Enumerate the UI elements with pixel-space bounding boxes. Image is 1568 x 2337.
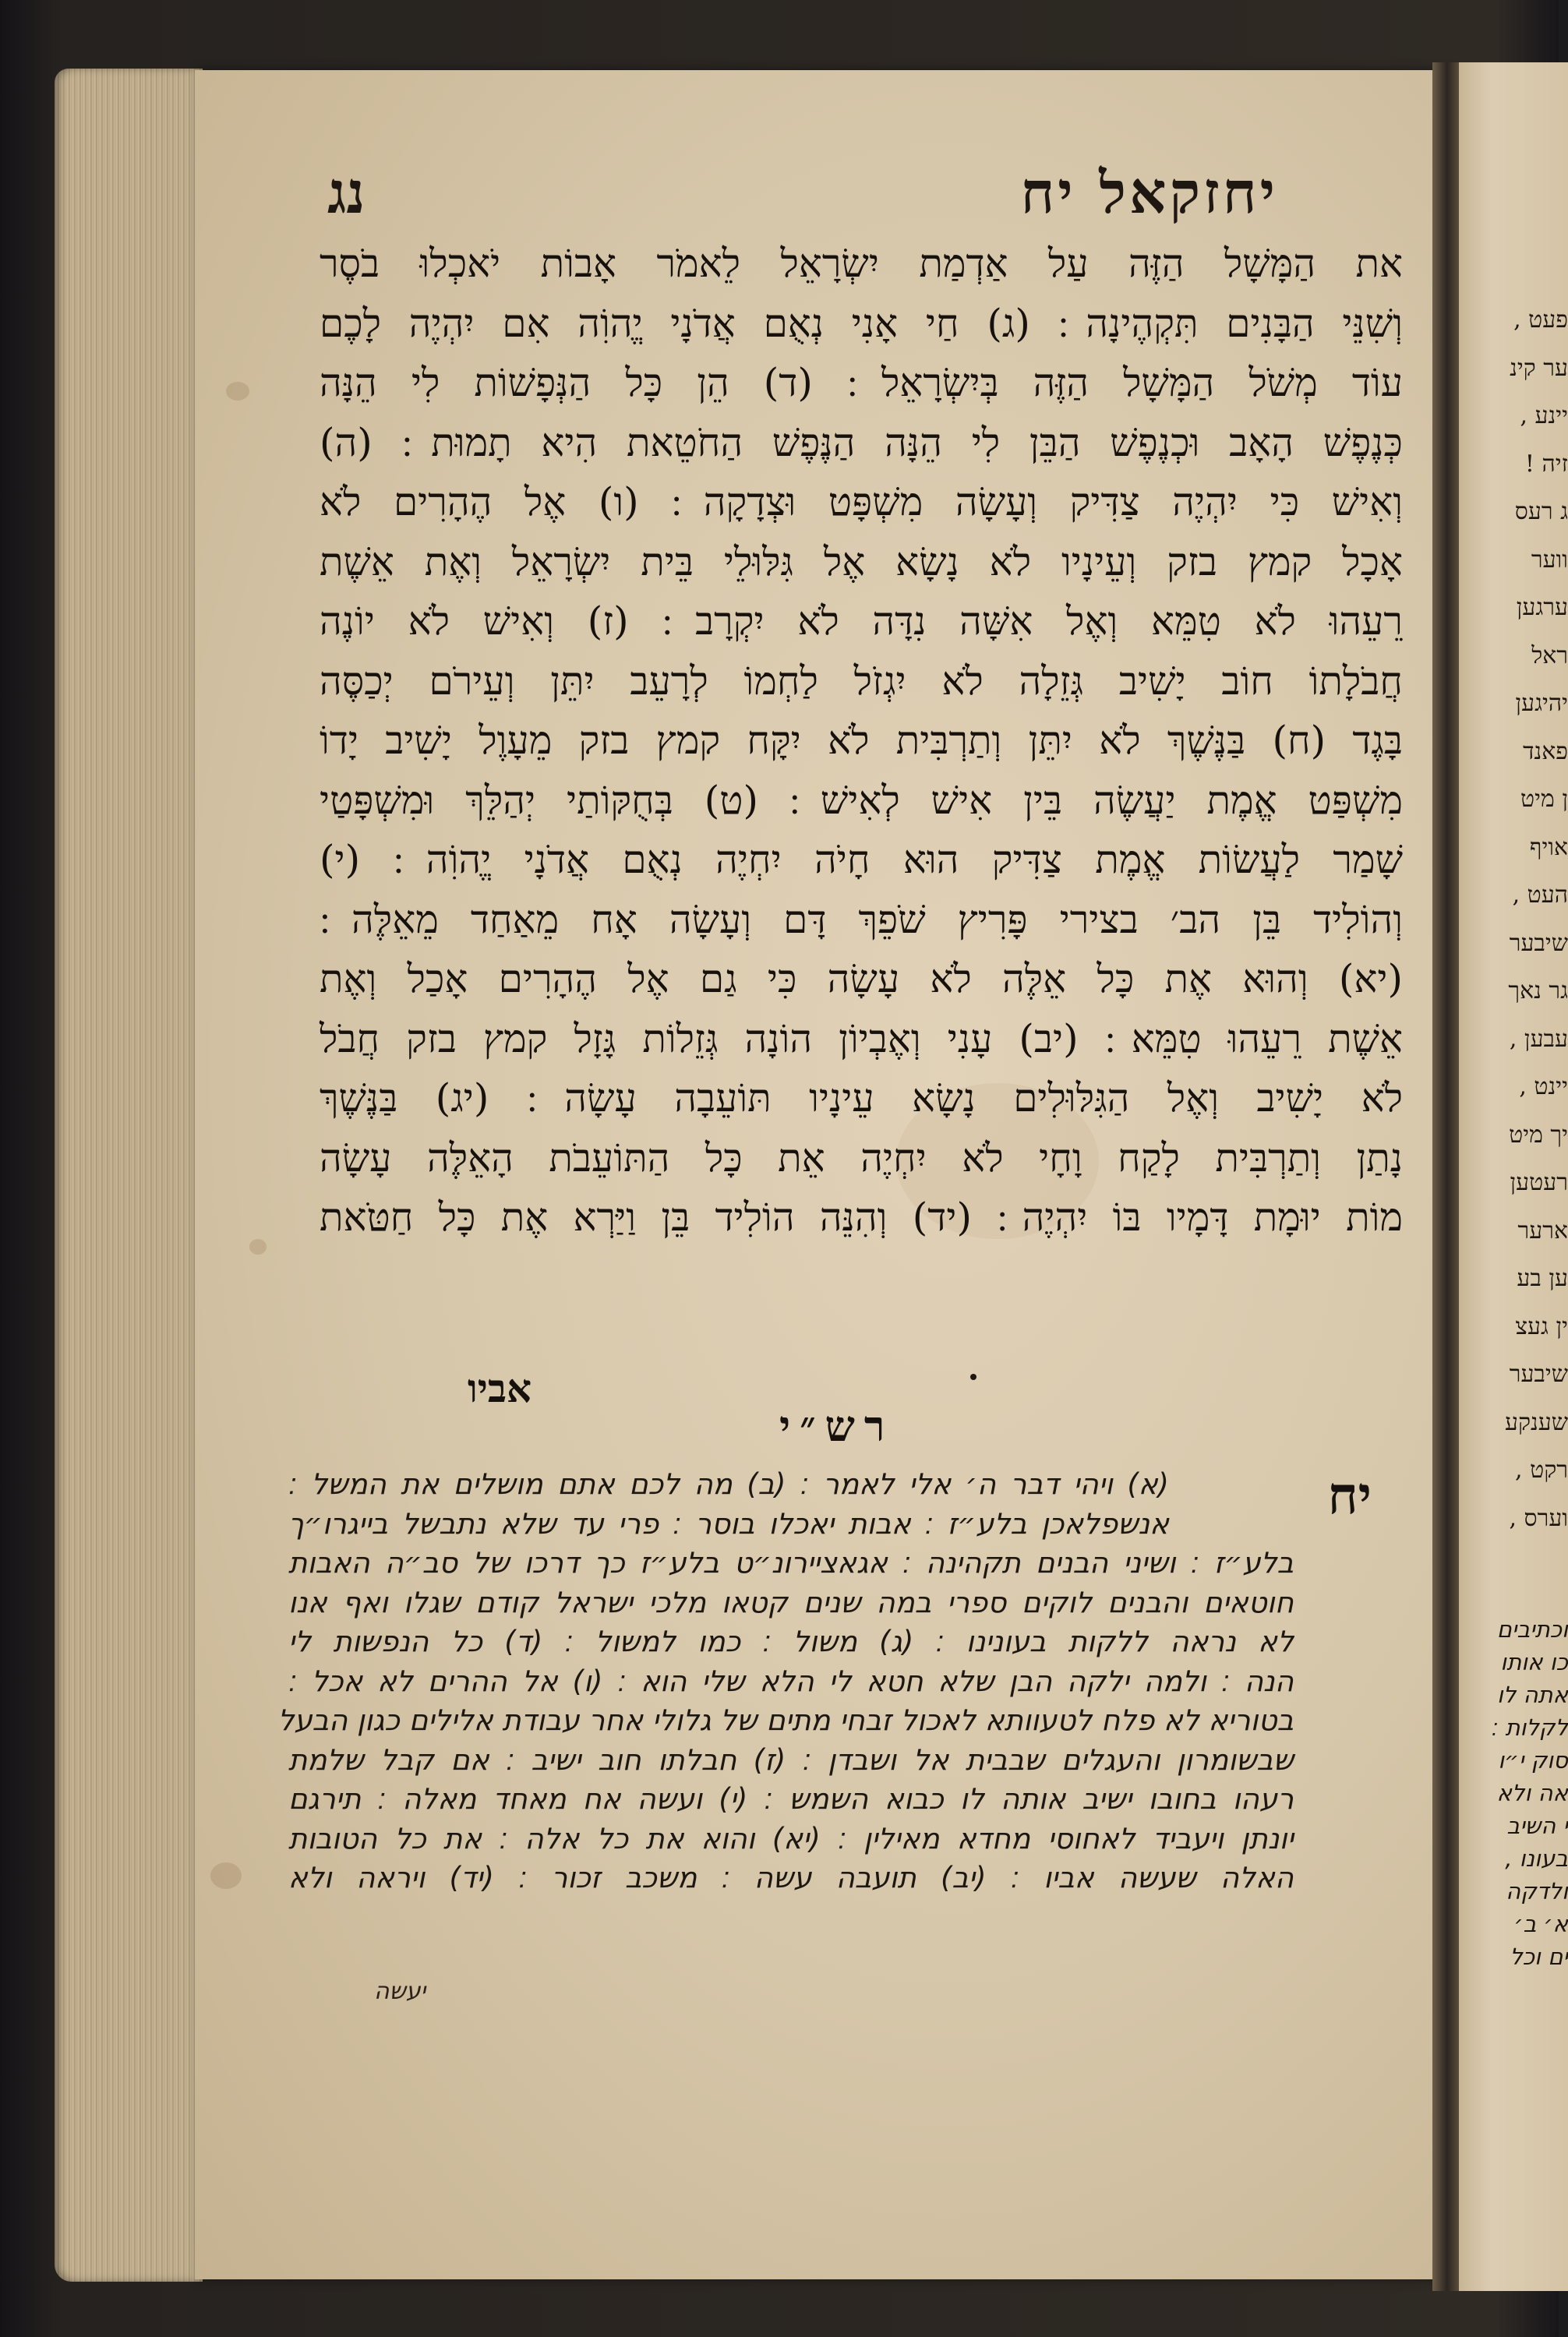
text-line: יינט ,	[1519, 1073, 1568, 1100]
verse-line: חֲבֹלָתוֹ חוֹב יָשִׁיב גְּזֵלָה לֹא יִגְזֹל לַחְמוֹ לְרָעֵב יִתֵּן וְעֵירֹם יְכַסֶּה	[320, 658, 1403, 704]
verse-line: לֹא יָשִׁיב וְאֶל הַגִּלּוּלִים נָשָׂא עֵינָיו תּוֹעֵבָה עָשָׂה ׃ (יג) בַּנֶּשֶׁךְ	[320, 1075, 1403, 1121]
commentary-line: (א) ויהי דבר ה׳ אלי לאמר ׃ (ב) מה לכם אתם מושלים את המשל ׃	[288, 1467, 1169, 1501]
verse-line: אֵשֶׁת רֵעֵהוּ טִמֵּא ׃ (יב) עָנִי וְאֶבְיוֹן הוֹנָה גְּזֵלוֹת גָּזָל קמץ בזק חֲבֹל	[320, 1015, 1403, 1061]
text-line: א׳ ב׳	[1513, 1911, 1568, 1937]
commentary-line: בלע״ז ׃ ושיני הבנים תקהינה ׃ אגאציירונ״ט בלע״ז כך דרכו של סב״ה האבות	[288, 1546, 1294, 1580]
commentary-chapter-mark: יח	[1327, 1465, 1372, 1526]
text-line: בעונו ,	[1505, 1845, 1568, 1872]
verse-line: נָתַן וְתַרְבִּית לָקַח וָחָי לֹא יִחְיֶה אֵת כָּל הַתּוֹעֵבֹת הָאֵלֶּה עָשָׂה	[320, 1135, 1403, 1181]
text-line: כו אותו	[1500, 1649, 1568, 1675]
verse-line: מוֹת יוּמָת דָּמָיו בּוֹ יִהְיֶה ׃ (יד) וְהִנֵּה הוֹלִיד בֵּן וַיַּרְא אֶת כָּל חַטֹּאת	[320, 1195, 1403, 1240]
commentary-line: יונתן ויעביד לאחוסי מחדא מאילין ׃ (יא) והוא את כל אלה ׃ את כל הטובות	[288, 1821, 1294, 1855]
verse-line: וְהוֹלִיד בֵּן הב׳ בצירי פָּרִיץ שֹׁפֵךְ דָּם וְעָשָׂה אָח מֵאַחַד מֵאֵלֶּה ׃	[320, 896, 1403, 942]
text-line: ראל	[1531, 641, 1568, 669]
page-number: נג	[327, 160, 366, 227]
text-line: וכתיבים	[1496, 1616, 1568, 1643]
verse-line: שָׁמַר לַעֲשׂוֹת אֱמֶת צַדִּיק הוּא חָיֹה יִחְיֶה נְאֻם אֲדֹנָי יֱהוִֹה ׃ (י)	[320, 837, 1403, 882]
foxing-spot	[249, 1239, 267, 1255]
text-line: ים וכל	[1510, 1943, 1568, 1970]
verse-line: עוֹד מְשֹׁל הַמָּשָׁל הַזֶּה בְּיִשְׂרָאֵל ׃ (ד) הֵן כָּל הַנְּפָשׁוֹת לִי הֵנָּה	[320, 360, 1403, 405]
right-page-fragment	[1459, 62, 1568, 2291]
text-line: פאנד	[1523, 737, 1568, 765]
text-line: שענקע	[1504, 1408, 1568, 1436]
text-line: ווער	[1531, 545, 1568, 574]
commentary-line: הנה ׃ ולמה ילקה הבן שלא חטא לי הלא שלי הוא ׃ (ו) אל ההרים לא אכל ׃	[288, 1664, 1294, 1698]
page-edges	[55, 69, 203, 2282]
catchword: אביו	[468, 1365, 532, 1411]
text-line: סוק י״ו	[1498, 1747, 1568, 1774]
text-line: יך מיט	[1509, 1121, 1568, 1149]
right-page-bottom-text	[1467, 1613, 1568, 1973]
text-line: פעט ,	[1513, 306, 1568, 334]
text-line: רקט ,	[1515, 1456, 1568, 1484]
commentary-line: האלה שעשה אביו ׃ (יב) תועבה עשה ׃ משכב זכור ׃ (יד) ויראה ולא	[288, 1861, 1294, 1894]
commentary-line: שבשומרון והעגלים שבבית אל ושבדן ׃ (ז) חבלתו חוב ישיב ׃ אם קבל שלמת	[288, 1742, 1294, 1777]
ornament-dot	[970, 1374, 976, 1380]
verse-line: מִשְׁפַּט אֱמֶת יַעֲשֶׂה בֵּין אִישׁ לְאִישׁ ׃ (ט) בְּחֻקּוֹתַי יְהַלֵּךְ וּמִשְׁפָּטַי	[320, 777, 1403, 823]
text-line: אתה לו	[1497, 1682, 1568, 1708]
verse-line: אָכָל קמץ בזק וְעֵינָיו לֹא נָשָׂא אֶל גִּלּוּלֵי בֵּית יִשְׂרָאֵל וְאֶת אֵשֶׁת	[320, 538, 1403, 584]
commentary-line: לא נראה ללקות בעונינו ׃ (ג) משול ׃ כמו למשול ׃ (ד) כל הנפשות לי	[288, 1625, 1294, 1658]
commentary-line: רעהו בחובו ישיב אותה לו כבוא השמש ׃ (י) ועשה אח מאחד מאלה ׃ תירגם	[288, 1782, 1294, 1816]
text-line: לקלות ׃	[1491, 1714, 1568, 1741]
text-line: רעטען	[1510, 1169, 1568, 1196]
text-line: ערגען	[1516, 594, 1568, 621]
commentary-heading: רש״י	[779, 1401, 895, 1451]
text-line: עבען ,	[1509, 1025, 1568, 1053]
commentary-line: אנשפלאכן בלע״ז ׃ אבות יאכלו בוסר ׃ פרי עד שלא נתבשל בייגרו״ך	[288, 1506, 1169, 1541]
verse-line: רֵעֵהוּ לֹא טִמֵּא וְאֶל אִשָּׁה נִדָּה לֹא יִקְרָב ׃ (ז) וְאִישׁ לֹא יוֹנֶה	[320, 598, 1403, 644]
commentary-catchword: יעשה	[374, 1978, 426, 2005]
book-chapter-title: יחזקאל יח	[1020, 160, 1278, 227]
commentary-text-block	[277, 1465, 1294, 1898]
commentary-line: חוטאים והבנים לוקים ספרי במה שנים קטאו מלכי ישראל קודם שגלו ואף אנו	[288, 1585, 1294, 1619]
text-line: זיה !	[1524, 450, 1568, 478]
book-gutter	[1432, 62, 1459, 2291]
text-line: יהיגען	[1515, 690, 1568, 717]
text-line: וערס ,	[1509, 1504, 1568, 1532]
foxing-spot	[226, 382, 249, 401]
text-line: העט ,	[1512, 881, 1568, 909]
text-line: י השיב	[1506, 1813, 1568, 1839]
text-line: יינע ,	[1520, 402, 1568, 429]
text-line: שיבער	[1509, 1361, 1568, 1388]
text-line: אה ולא	[1496, 1780, 1568, 1806]
text-line: ג רעס	[1514, 498, 1568, 525]
text-line: ען בע	[1517, 1265, 1568, 1292]
verse-line: בָּגֶד (ח) בַּנֶּשֶׁךְ לֹא יִתֵּן וְתַרְבִּית לֹא יִקָּח קמץ בזק מֵעָוֶל יָשִׁיב יָדוֹ	[320, 718, 1403, 763]
text-line: ין געצ	[1515, 1312, 1568, 1340]
text-line: אויף	[1529, 833, 1568, 861]
text-line: ן מיט	[1520, 785, 1568, 813]
commentary-line: בטוריא לא פלח לטעוותא לאכול זבחי מתים של גלולי אחר עבודת אלילים כגון הבעל	[277, 1703, 1294, 1737]
verse-line: (יא) וְהוּא אֶת כָּל אֵלֶּה לֹא עָשָׂה כִּי גַם אֶל הֶהָרִים אָכַל וְאֶת	[320, 956, 1403, 1001]
text-line: שיבער	[1509, 929, 1568, 957]
foxing-spot	[210, 1862, 242, 1889]
text-line: ער קינ	[1510, 354, 1568, 382]
verse-line: וְאִישׁ כִּי יִהְיֶה צַדִּיק וְעָשָׂה מִשְׁפָּט וּצְדָקָה ׃ (ו) אֶל הֶהָרִים לֹא	[320, 479, 1403, 524]
text-line: גר נאך	[1508, 977, 1568, 1004]
verse-line: את הַמָּשָׁל הַזֶּה עַל אַדְמַת יִשְׂרָאֵל לֵאמֹר אָבוֹת יֹאכְלוּ בֹסֶר	[320, 241, 1403, 286]
biblical-text-block	[320, 234, 1403, 1248]
running-header	[327, 160, 1372, 245]
verse-line: וְשִׁנֵּי הַבָּנִים תִּקְהֶינָה ׃ (ג) חַי אָנִי נְאֻם אֲדֹנָי יֱהוִֹה אִם יִהְיֶה לָכֶם	[320, 300, 1403, 346]
text-line: ולדקה	[1506, 1878, 1568, 1905]
text-line: ארער	[1517, 1216, 1568, 1244]
verse-line: כְּנֶפֶשׁ הָאָב וּכְנֶפֶשׁ הַבֵּן לִי הֵנָּה הַנֶּפֶשׁ הַחֹטֵאת הִיא תָמוּת ׃ (ה)	[320, 419, 1403, 465]
right-page-top-text	[1467, 296, 1568, 1542]
